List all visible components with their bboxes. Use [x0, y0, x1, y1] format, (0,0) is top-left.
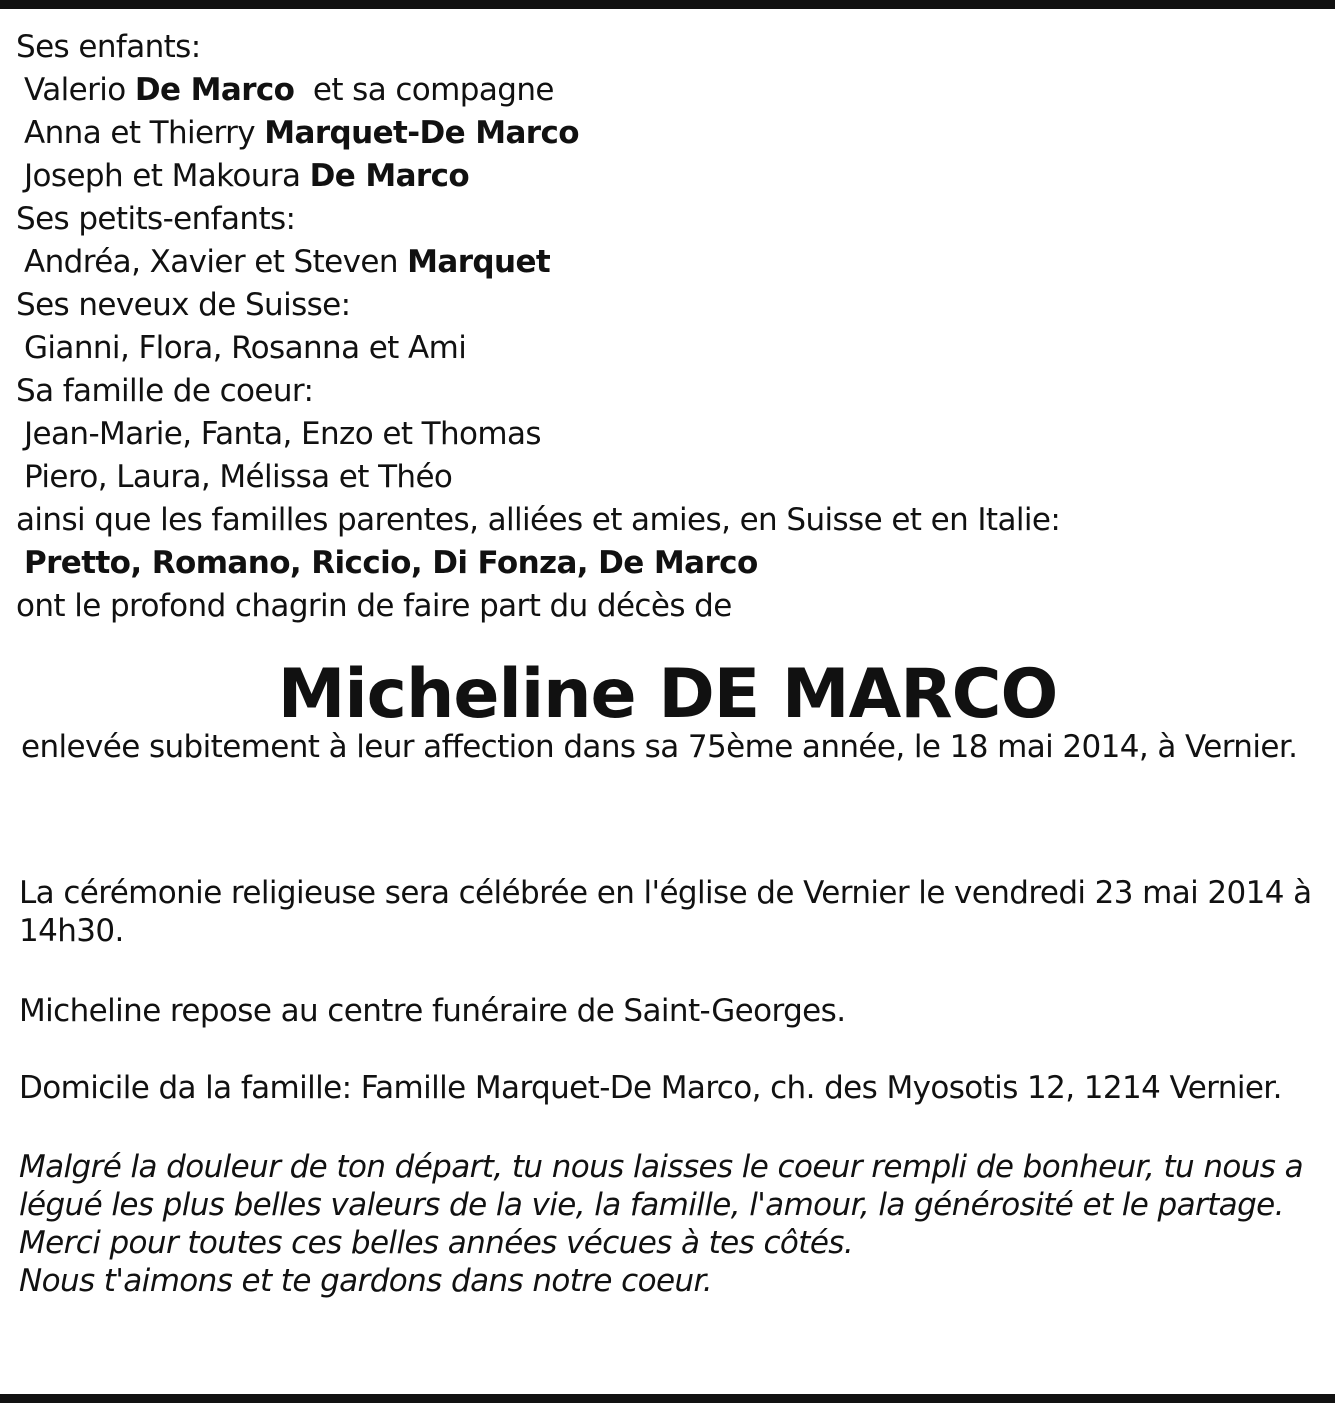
top-border-rule [0, 0, 1335, 9]
tribute-line-2: Merci pour toutes ces belles années vécues à tes côtés. [19, 1225, 854, 1261]
child-3-first-names: Joseph et Makoura [24, 158, 301, 194]
child-1-suffix: et sa compagne [312, 72, 554, 108]
tribute-line-3: Nous t'aimons et te gardons dans notre coeur. [19, 1263, 713, 1299]
passing-paragraph: enlevée subitement à leur affection dans sa 75ème année, le 18 mai 2014, à Vernier. [21, 729, 1298, 765]
children-heading: Ses enfants: [16, 29, 201, 65]
heart-family-line-2: Piero, Laura, Mélissa et Théo [24, 459, 453, 495]
child-2-surname: Marquet-De Marco [264, 115, 579, 151]
domicile-paragraph: Domicile da la famille: Famille Marquet-De Marco, ch. des Myosotis 12, 1214 Vernier. [19, 1070, 1282, 1106]
rests-paragraph: Micheline repose au centre funéraire de Saint-Georges. [19, 993, 846, 1029]
heart-family-line-1: Jean-Marie, Fanta, Enzo et Thomas [24, 416, 541, 452]
heart-family-heading: Sa famille de coeur: [16, 373, 314, 409]
ceremony-paragraph: La cérémonie religieuse sera célébrée en l'église de Vernier le vendredi 23 mai 2014 à 14h30. [19, 875, 1312, 949]
child-1-surname: De Marco [134, 72, 295, 108]
nephews-heading: Ses neveux de Suisse: [16, 287, 351, 323]
relatives-heading: ainsi que les familles parentes, alliées et amies, en Suisse et en Italie: [16, 502, 1061, 538]
child-1-first-names: Valerio [24, 72, 126, 108]
relatives-names: Pretto, Romano, Riccio, Di Fonza, De Marco [24, 545, 758, 581]
grandchildren-first-names: Andréa, Xavier et Steven [24, 244, 398, 280]
child-3 [16, 155, 1326, 198]
grandchildren-heading: Ses petits-enfants: [16, 201, 296, 237]
tribute-line-1: Malgré la douleur de ton départ, tu nous laisses le coeur rempli de bonheur, tu nous a légué les plus belles valeurs de la vie, la famille, l'amour, la générosité et le partage. [19, 1149, 1304, 1223]
child-2-first-names: Anna et Thierry [24, 115, 255, 151]
announcement-text: ont le profond chagrin de faire part du décès de [16, 588, 732, 624]
tribute-paragraph [19, 1148, 1324, 1300]
child-3-surname: De Marco [309, 158, 470, 194]
bottom-border-rule [0, 1394, 1335, 1403]
child-2 [16, 112, 1326, 155]
deceased-name: Micheline DE MARCO [277, 655, 1058, 734]
grandchildren-surname: Marquet [407, 244, 551, 280]
child-1 [16, 69, 1326, 112]
nephews-names: Gianni, Flora, Rosanna et Ami [24, 330, 467, 366]
grandchildren [16, 241, 1326, 284]
family-list [16, 26, 1326, 628]
